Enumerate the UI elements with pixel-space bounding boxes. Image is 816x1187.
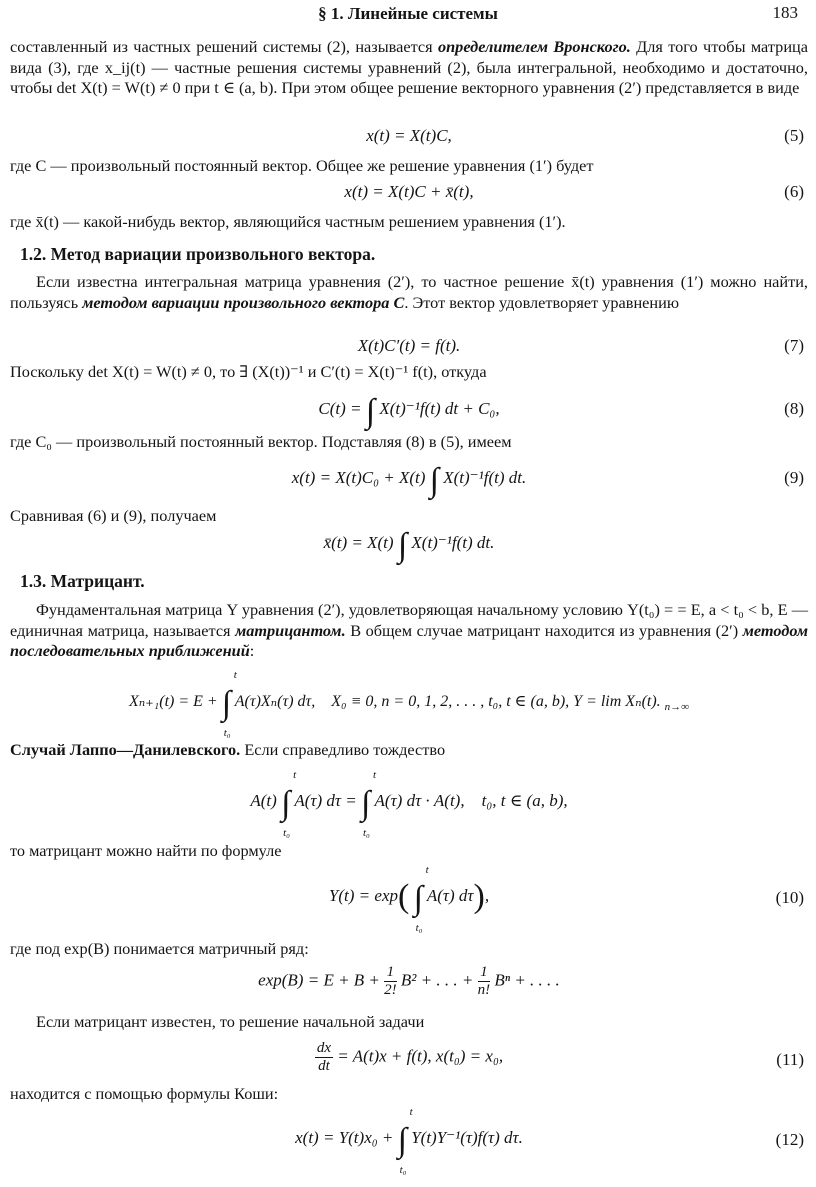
paragraph-substitute: где C₀ — произвольный постоянный вектор. Подставляя (8) в (5), имеем (10, 432, 512, 451)
formula: x(t) = X(t)C, (366, 126, 452, 145)
paragraph-text: Фундаментальная матрица Y уравнения (2′), удовлетворяющая начальному условию Y(t₀) = = E, a < t₀ < b, E — единичная матрица, называется (10, 600, 808, 640)
integrand: Y(t)Y⁻¹(τ)f(τ) dτ. (411, 1128, 523, 1147)
paragraph-exp: где под exp(B) понимается матричный ряд: (10, 939, 309, 958)
case-title: Случай Лаппо—Данилевского. (10, 740, 241, 759)
term-variation-method: методом вариации произвольного вектора C (82, 292, 405, 312)
integral-sign: ∫ (360, 785, 371, 822)
right-paren: ) (473, 878, 485, 915)
formula: Y(t) = exp( ∫ t t₀ A(τ) dτ), (328, 864, 490, 934)
definite-integral (221, 669, 237, 739)
integrand: A(τ) dτ = (294, 791, 357, 810)
integral-sign: ∫ (429, 462, 439, 499)
formula: X(t)C′(t) = f(t). (357, 336, 461, 355)
equation-9 (10, 462, 808, 499)
formula-left: C(t) = (318, 399, 362, 418)
term-wronskian: определителем Вронского. (437, 37, 631, 56)
equation-iteration (10, 669, 808, 739)
paragraph-general-solution: где C — произвольный постоянный вектор. Общее же решение уравнения (1′) будет (10, 156, 594, 175)
lower-limit: t₀ (223, 727, 231, 739)
denominator: n! (477, 982, 491, 998)
formula-rest: X₀ ≡ 0, n = 0, 1, 2, . . . , t₀, t ∈ (a, b), Y = lim Xₙ(t). (331, 693, 661, 710)
formula-right: X(t)⁻¹f(t) dt. (411, 533, 495, 552)
denominator: 2! (384, 982, 397, 998)
upper-limit: t (372, 769, 377, 781)
upper-limit: t (293, 769, 297, 781)
lower-limit: t₀ (415, 922, 423, 934)
formula-left: A(t) (250, 791, 277, 810)
numerator: 1 (384, 964, 397, 982)
equation-8 (10, 393, 808, 430)
integral-sign: ∫ (413, 880, 423, 917)
paragraph-matrizant (10, 600, 808, 662)
paragraph-lappo (10, 740, 808, 761)
fraction (315, 1040, 333, 1075)
paragraph-compare: Сравнивая (6) и (9), получаем (10, 506, 217, 525)
running-header: § 1. Линейные системы (318, 4, 498, 23)
integral-sign: ∫ (365, 393, 376, 430)
paragraph-text: Для того чтобы матрица вида (3), где x_ij(t) — частные решения системы уравнений (2), была интегральной, необходимо и достаточно, чтобы det X(t) = W(t) ≠ 0 при t ∈ (a, b). При этом общее решение векторного уравнения (2′) представляется в виде (10, 37, 808, 97)
formula (10, 669, 808, 739)
paragraph-inverse: Поскольку det X(t) = W(t) ≠ 0, то ∃ (X(t))⁻¹ и C′(t) = X(t)⁻¹ f(t), откуда (10, 362, 487, 381)
equation-6 (10, 182, 808, 208)
equation-number: (12) (775, 1130, 804, 1149)
formula-left: x(t) = X(t)C₀ + X(t) (291, 468, 426, 487)
equation-number: (5) (784, 126, 804, 145)
integral-sign: ∫ (221, 685, 232, 722)
formula (10, 462, 808, 500)
formula-left: exp(B) = E + B + (258, 970, 380, 990)
paragraph-cauchy: находится с помощью формулы Коши: (10, 1084, 279, 1103)
formula-left: Y(t) = exp (328, 886, 398, 905)
equation-number: (8) (784, 399, 804, 418)
equation-unnumbered (10, 527, 808, 564)
integral-sign: ∫ (397, 1122, 407, 1159)
definite-integral (413, 864, 429, 934)
integrand: A(τ) dτ (426, 886, 474, 905)
paragraph-text: Если известна интегральная матрица уравнения (2′), то частное решение x̄(t) уравнения (1′) можно найти, пользуясь (10, 272, 808, 312)
upper-limit: t (425, 864, 429, 876)
lower-limit: t₀ (283, 827, 290, 839)
paragraph-wronskian (10, 37, 808, 99)
upper-limit: t (233, 669, 237, 681)
equation-5 (10, 126, 808, 152)
formula-left: x(t) = Y(t)x₀ + (295, 1128, 394, 1147)
definite-integral (360, 769, 377, 839)
paragraph-initial-problem: Если матрицант известен, то решение начальной задачи (36, 1012, 425, 1031)
term: B² + . . . + (400, 970, 474, 990)
lower-limit: t₀ (399, 1164, 407, 1176)
numerator: 1 (478, 964, 491, 982)
formula-right: X(t)⁻¹f(t) dt + C₀, (379, 399, 500, 418)
definite-integral (397, 1106, 413, 1176)
equation-12 (10, 1106, 808, 1176)
fraction (384, 964, 397, 999)
paragraph-text: . Этот вектор удовлетворяет уравнению (404, 292, 679, 312)
lower-limit: t₀ (362, 827, 370, 839)
term-successive-approx: методом последовательных приближений (10, 620, 808, 660)
paragraph-text: составленный из частных решений системы (2), называется (10, 37, 433, 56)
equation-10 (10, 864, 808, 934)
upper-limit: t (409, 1106, 413, 1118)
equation-7 (10, 336, 808, 362)
paragraph-particular: где x̄(t) — какой-нибудь вектор, являющийся частным решением уравнения (1′). (10, 212, 566, 231)
paragraph-text: В общем случае матрицант находится из уравнения (2′) (350, 620, 739, 640)
formula-left: x̄(t) = X(t) (323, 533, 394, 552)
paragraph-variation (10, 272, 808, 313)
page-number: 183 (772, 3, 798, 22)
equation-identity (10, 769, 808, 839)
formula: x(t) = X(t)C + x̄(t), (344, 182, 474, 201)
section-heading-1-2: 1.2. Метод вариации произвольного вектора. (20, 244, 376, 264)
formula (10, 527, 808, 565)
equation-exp (10, 964, 808, 1004)
equation-11 (10, 1040, 808, 1080)
formula-left: Xₙ₊₁(t) = E + (128, 693, 218, 710)
paragraph-text: : (249, 641, 255, 660)
definite-integral (281, 769, 297, 839)
equation-number: (7) (784, 336, 804, 355)
limit-subscript: n→∞ (664, 701, 690, 714)
term-matrizant: матрицантом. (235, 620, 346, 640)
paragraph-formula-intro: то матрицант можно найти по формуле (10, 841, 282, 860)
fraction (478, 964, 491, 999)
formula-right: = A(t)x + f(t), x(t₀) = x₀, (337, 1046, 504, 1066)
formula (10, 1040, 808, 1075)
integrand: A(τ)Xₙ(τ) dτ, (234, 693, 316, 710)
equation-number: (10) (775, 888, 804, 907)
formula-rest: t₀, t ∈ (a, b), (481, 791, 568, 810)
formula-right: X(t)⁻¹f(t) dt. (443, 468, 527, 487)
denominator: dt (318, 1058, 330, 1074)
formula (10, 393, 808, 431)
equation-number: (9) (784, 468, 804, 487)
equation-number: (6) (784, 182, 804, 201)
integral-sign: ∫ (397, 527, 408, 564)
numerator: dx (316, 1040, 332, 1056)
formula (10, 769, 808, 839)
formula (10, 964, 808, 999)
integral-sign: ∫ (281, 785, 291, 822)
equation-number: (11) (776, 1050, 804, 1069)
formula (10, 1106, 808, 1176)
left-paren: ( (397, 878, 410, 915)
term: Bⁿ + . . . . (494, 970, 560, 990)
paragraph-text: Если справедливо тождество (244, 740, 446, 759)
integrand: A(τ) dτ · A(t), (374, 791, 465, 810)
section-heading-1-3: 1.3. Матрицант. (20, 571, 145, 591)
